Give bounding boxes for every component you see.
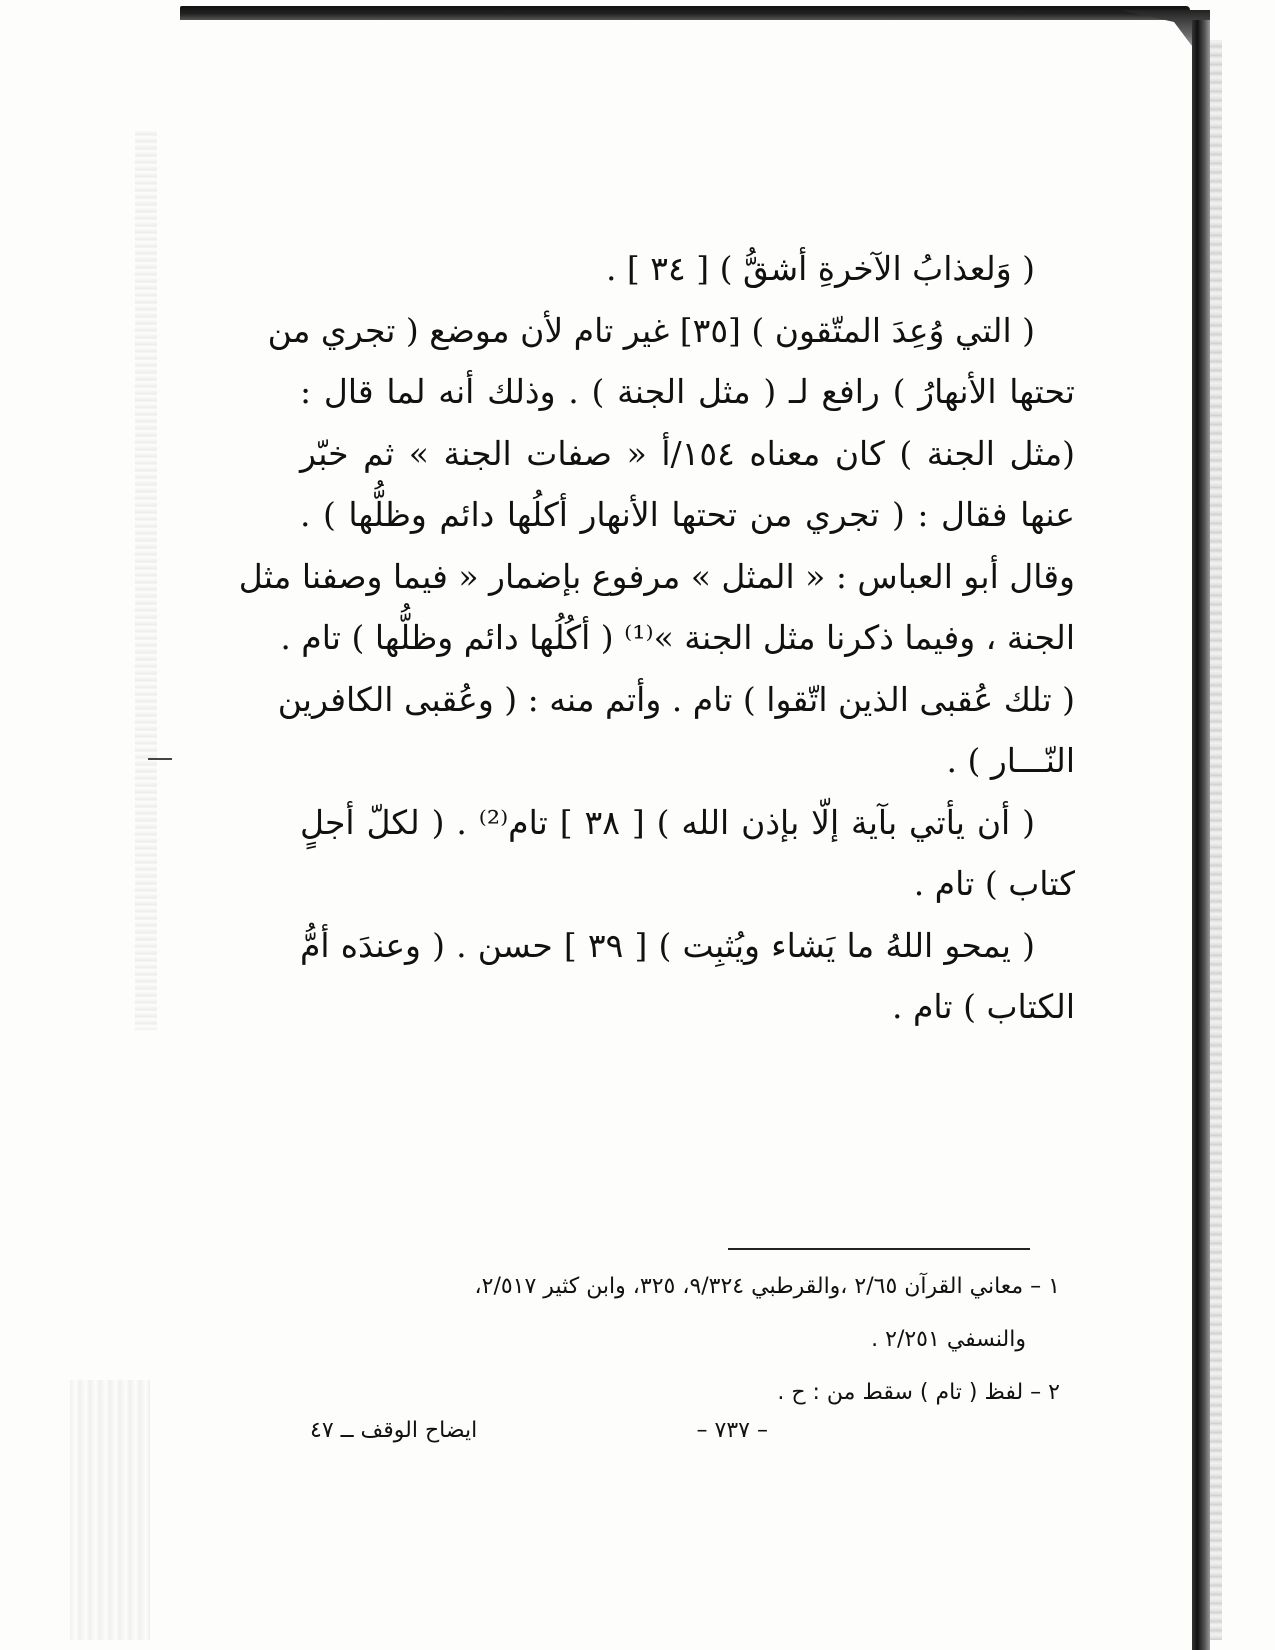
scan-artifact-bottom-left [70,1380,150,1640]
text-line-12: ( يمحو اللهُ ما يَشاء ويُثبِت ) [ ٣٩ ] حسن . ( وعندَه أمُّ [300,925,1035,965]
text-line-2: ( التي وُعِدَ المتّقون ) [٣٥] غير تام لأن موضع ( تجري من [267,310,1035,350]
text-line-5: عنها فقال : ( تجري من تحتها الأنهار أكلُها دائم وظلُّها ) . [300,495,1075,534]
footnote-1-line-2: والنسفي ٢/٢٥١ . [871,1327,1026,1352]
page-number: – ٧٣٧ – [696,1418,768,1443]
main-text-block [238,238,1076,1038]
footnote-2: ٢ – لفظ ( تام ) سقط من : ح . [777,1380,1060,1405]
text-line-11: كتاب ) تام . [913,864,1075,903]
text-line-13: الكتاب ) تام . [891,987,1075,1026]
page-footer [300,1418,1060,1458]
text-line-1: ( وَلعذابُ الآخرةِ أشقُّ ) [ ٣٤ ] . [605,249,1035,288]
text-line-8: ( تلك عُقبى الذين اتّقوا ) تام . وأتم منه : ( وعُقبى الكافرين [277,679,1075,719]
footnote-1-line-1: ١ – معاني القرآن ٢/٦٥ ،والقرطبي ٩/٣٢٤، ٣٢٥، وابن كثير ٢/٥١٧، [474,1274,1060,1299]
margin-tick-mark [148,758,172,760]
footnotes-block [300,1260,1060,1419]
text-line-7: الجنة ، وفيما ذكرنا مثل الجنة »⁽¹⁾ ( أكُلُها دائم وظلُّها ) تام . [280,618,1075,657]
running-head: ايضاح الوقف ــ ٤٧ [310,1418,478,1443]
scan-artifact-left [135,130,157,1030]
page-binding-edge [1192,20,1210,1650]
page-edge-speckle [1210,40,1222,1640]
text-line-6: وقال أبو العباس : « المثل » مرفوع بإضمار « فيما وصفنا مثل [238,556,1075,596]
text-line-9: النّـــار ) . [946,741,1075,780]
text-line-10: ( أن يأتي بآية إلّا بإذن الله ) [ ٣٨ ] تام⁽²⁾ . ( لكلّ أجلٍ [300,802,1035,842]
text-line-3: تحتها الأنهارُ ) رافع لـ ( مثل الجنة ) . وذلك أنه لما قال : [300,372,1075,411]
page-top-edge-shadow [180,6,1190,20]
footnote-separator [728,1248,1030,1250]
text-line-4: (مثل الجنة ) كان معناه ١٥٤/أ « صفات الجنة » ثم خبّر [300,433,1076,473]
